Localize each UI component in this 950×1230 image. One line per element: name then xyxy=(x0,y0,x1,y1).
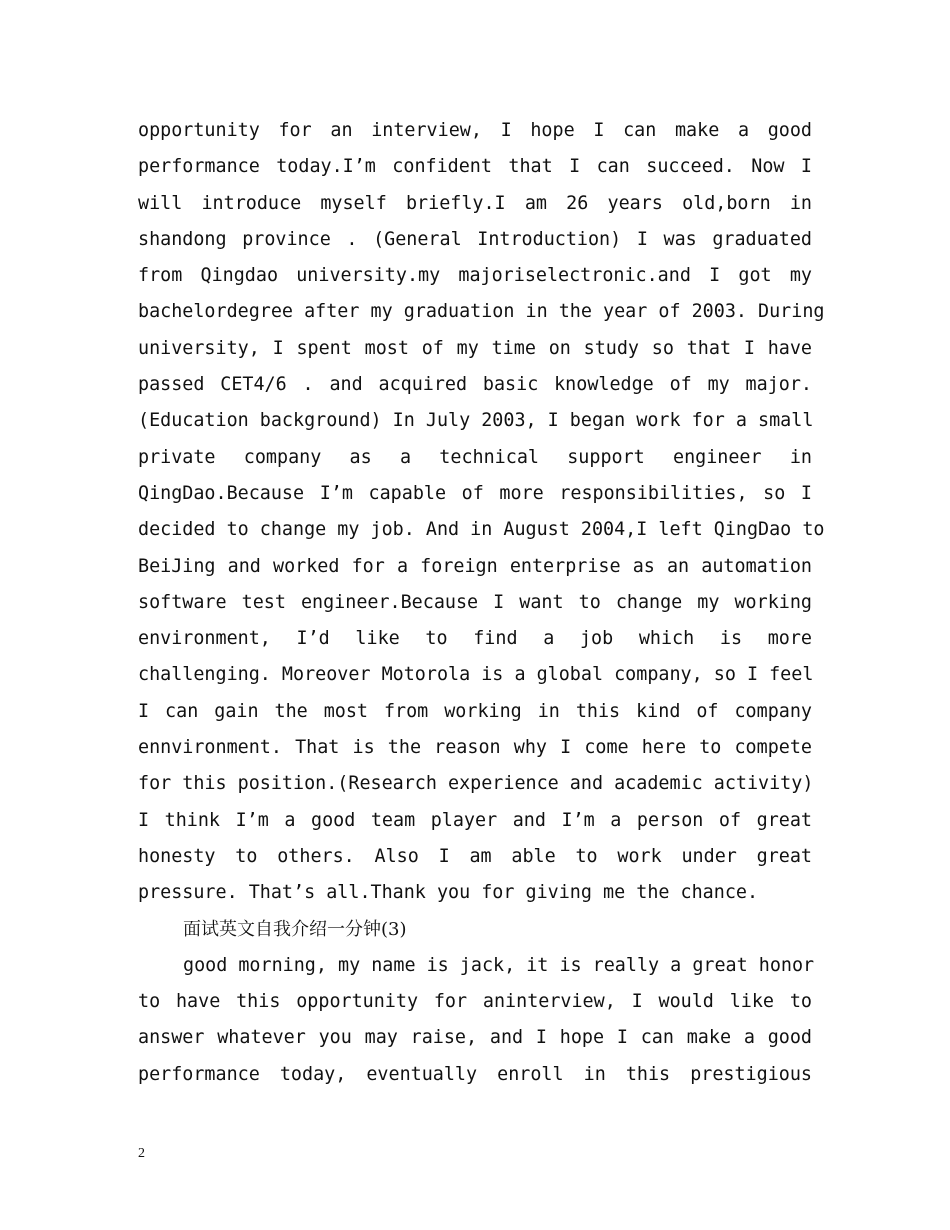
text-line: QingDao.Because I’m capable of more responsibilities, so I xyxy=(138,482,812,504)
text-line: shandong province . (General Introduction) I was graduated xyxy=(138,228,812,250)
text-line: good morning, my name is jack, it is really a great honor xyxy=(183,954,815,976)
text-line: (Education background) In July 2003, I began work for a small xyxy=(138,410,814,432)
text-line: for this position.(Research experience and academic activity) xyxy=(138,773,814,795)
paragraph-1 xyxy=(138,113,825,912)
text-line: from Qingdao university.my majoriselectronic.and I got my xyxy=(138,265,812,287)
section-heading: 面试英文自我介绍一分钟(3) xyxy=(183,918,407,940)
text-line: software test engineer.Because I want to change my working xyxy=(138,591,812,613)
page-number: 2 xyxy=(138,1146,145,1161)
text-line: decided to change my job. And in August 2004,I left QingDao to xyxy=(138,519,825,541)
document-body xyxy=(138,113,825,1093)
text-line: honesty to others. Also I am able to work under great xyxy=(138,845,812,867)
text-line: university, I spent most of my time on study so that I have xyxy=(138,337,812,359)
text-line: environment, I’d like to find a job which is more xyxy=(138,628,812,650)
text-line: performance today.I’m confident that I can succeed. Now I xyxy=(138,156,812,178)
text-line: challenging. Moreover Motorola is a global company, so I feel xyxy=(138,664,814,686)
text-line: private company as a technical support engineer in xyxy=(138,446,812,468)
paragraph-2 xyxy=(138,948,815,1093)
text-line: to have this opportunity for aninterview, I would like to xyxy=(138,991,812,1013)
text-line: will introduce myself briefly.I am 26 years old,born in xyxy=(138,192,812,214)
text-line: ennvironment. That is the reason why I come here to compete xyxy=(138,737,812,759)
text-line: performance today, eventually enroll in this prestigious xyxy=(138,1063,812,1085)
text-line: bachelordegree after my graduation in the year of 2003. During xyxy=(138,301,825,323)
text-line: I can gain the most from working in this kind of company xyxy=(138,700,812,722)
text-line: opportunity for an interview, I hope I can make a good xyxy=(138,120,812,141)
text-line: pressure. That’s all.Thank you for giving me the chance. xyxy=(138,882,759,904)
text-line: answer whatever you may raise, and I hope I can make a good xyxy=(138,1027,812,1049)
text-line: BeiJing and worked for a foreign enterprise as an automation xyxy=(138,555,812,577)
text-line: I think I’m a good team player and I’m a person of great xyxy=(138,809,812,831)
text-line: passed CET4/6 . and acquired basic knowledge of my major. xyxy=(138,374,812,396)
